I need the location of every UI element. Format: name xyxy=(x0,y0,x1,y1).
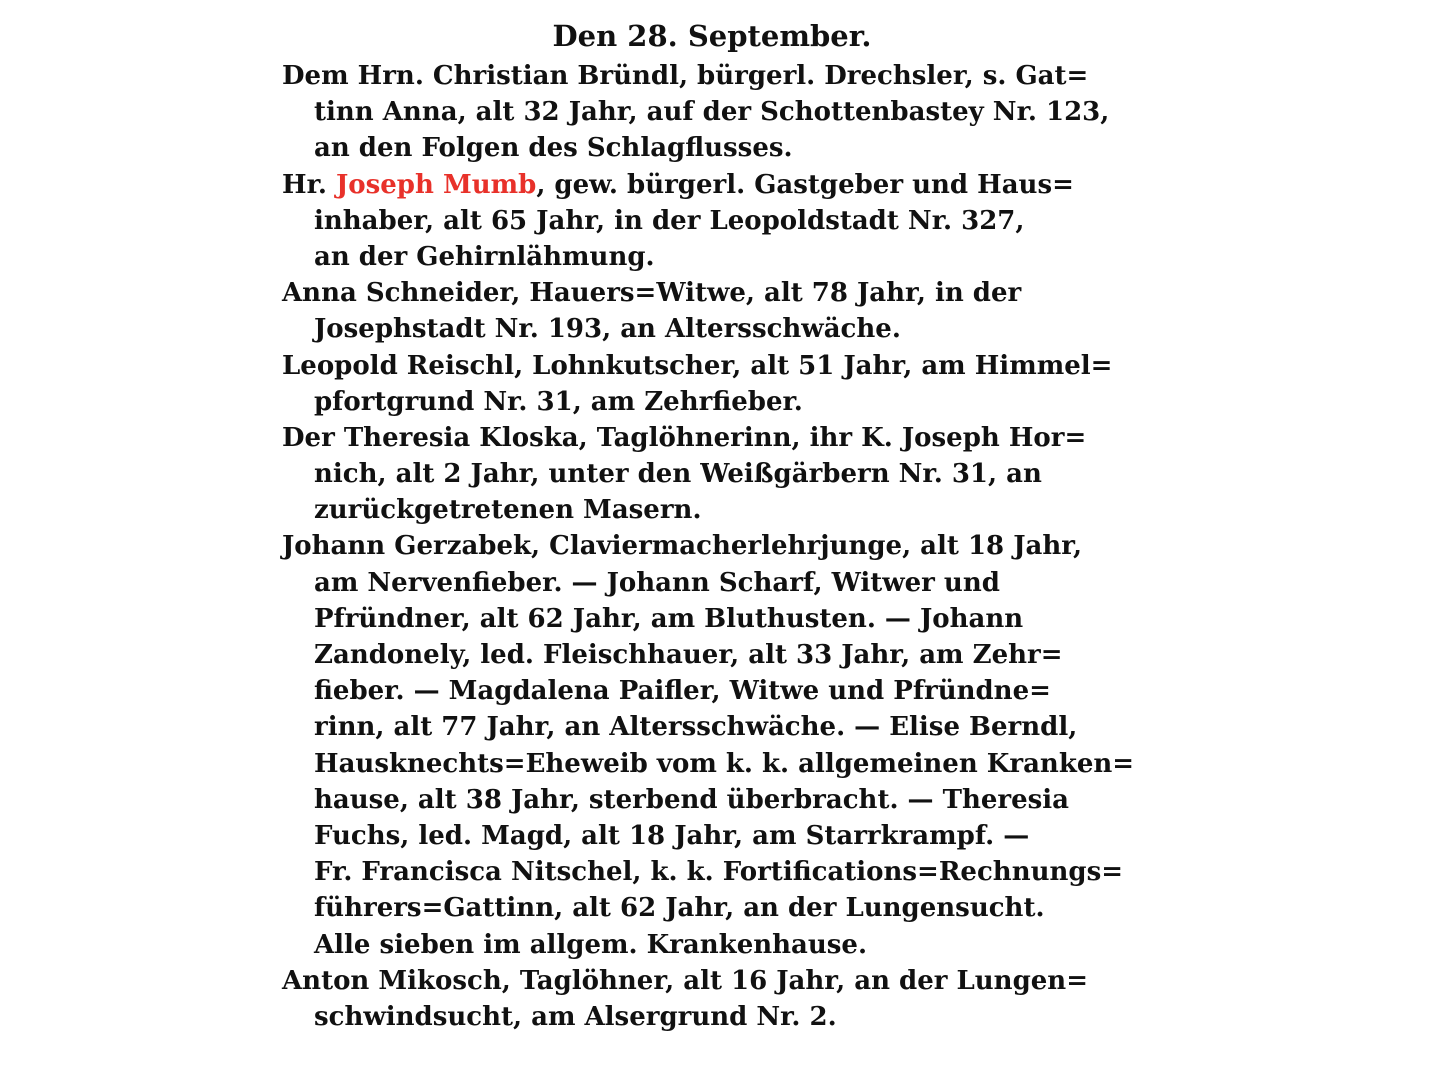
entry-line: pfortgrund Nr. 31, am Zehrfieber. xyxy=(314,386,803,417)
entry-line: Anna Schneider, Hauers=Witwe, alt 78 Jahr, in der xyxy=(282,278,1022,309)
entry-line: fieber. — Magdalena Paifler, Witwe und Pfründne= xyxy=(314,676,1051,707)
entry-line: Der Theresia Kloska, Taglöhnerinn, ihr K. Joseph Hor= xyxy=(282,422,1087,453)
entry-line: Leopold Reischl, Lohnkutscher, alt 51 Jahr, am Himmel= xyxy=(282,350,1113,381)
entry-line: Anton Mikosch, Taglöhner, alt 16 Jahr, an der Lungen= xyxy=(282,965,1088,996)
notice-entry-bruendl xyxy=(276,58,1148,167)
entry-line: Dem Hrn. Christian Bründl, bürgerl. Drechsler, s. Gat= xyxy=(282,61,1089,91)
entry-line: tinn Anna, alt 32 Jahr, auf der Schottenbastey Nr. 123, xyxy=(314,97,1110,128)
entry-line: an den Folgen des Schlagflusses. xyxy=(314,133,793,164)
entry-line: am Nervenfieber. — Johann Scharf, Witwer und xyxy=(314,567,1000,598)
entry-line: Fuchs, led. Magd, alt 18 Jahr, am Starrkrampf. — xyxy=(314,820,1030,851)
notice-entry-kloska xyxy=(276,420,1148,529)
date-heading: Den 28. September. xyxy=(552,19,872,53)
entry-title-prefix: Hr. xyxy=(282,169,336,200)
notice-entry-reischl xyxy=(276,348,1148,420)
entry-line: Zandonely, led. Fleischhauer, alt 33 Jahr, am Zehr= xyxy=(314,640,1063,670)
entry-line xyxy=(276,167,1148,203)
entry-line: zurückgetretenen Masern. xyxy=(314,495,702,526)
entry-line: an der Gehirnlähmung. xyxy=(314,241,655,272)
notice-entry-hospital-group xyxy=(276,528,1148,962)
entry-line: rinn, alt 77 Jahr, an Altersschwäche. — Elise Berndl, xyxy=(314,712,1078,743)
death-notices-column xyxy=(276,14,1148,1064)
entry-line: Alle sieben im allgem. Krankenhause. xyxy=(314,929,868,960)
entry-line: Fr. Francisca Nitschel, k. k. Fortifications=Rechnungs= xyxy=(314,857,1124,888)
entry-line-rest: , gew. bürgerl. Gastgeber und Haus= xyxy=(536,169,1074,200)
notice-entry-schneider xyxy=(276,275,1148,347)
notice-entry-mikosch xyxy=(276,963,1148,1035)
notice-entry-mumb xyxy=(276,167,1148,276)
highlighted-name: Joseph Mumb xyxy=(335,169,537,200)
entry-line: Hausknechts=Eheweib vom k. k. allgemeinen Kranken= xyxy=(314,748,1135,779)
entry-line: führers=Gattinn, alt 62 Jahr, an der Lungensucht. xyxy=(314,893,1045,924)
entry-line: schwindsucht, am Alsergrund Nr. 2. xyxy=(314,1001,837,1032)
entry-line: hause, alt 38 Jahr, sterbend überbracht. — Theresia xyxy=(314,784,1070,815)
entry-line: Johann Gerzabek, Claviermacherlehrjunge, alt 18 Jahr, xyxy=(282,531,1083,562)
entry-line: Pfründner, alt 62 Jahr, am Bluthusten. — Johann xyxy=(314,603,1024,634)
entry-line: nich, alt 2 Jahr, unter den Weißgärbern Nr. 31, an xyxy=(314,459,1042,490)
entry-line: Josephstadt Nr. 193, an Altersschwäche. xyxy=(314,314,901,345)
entry-line: inhaber, alt 65 Jahr, in der Leopoldstadt Nr. 327, xyxy=(314,205,1025,236)
